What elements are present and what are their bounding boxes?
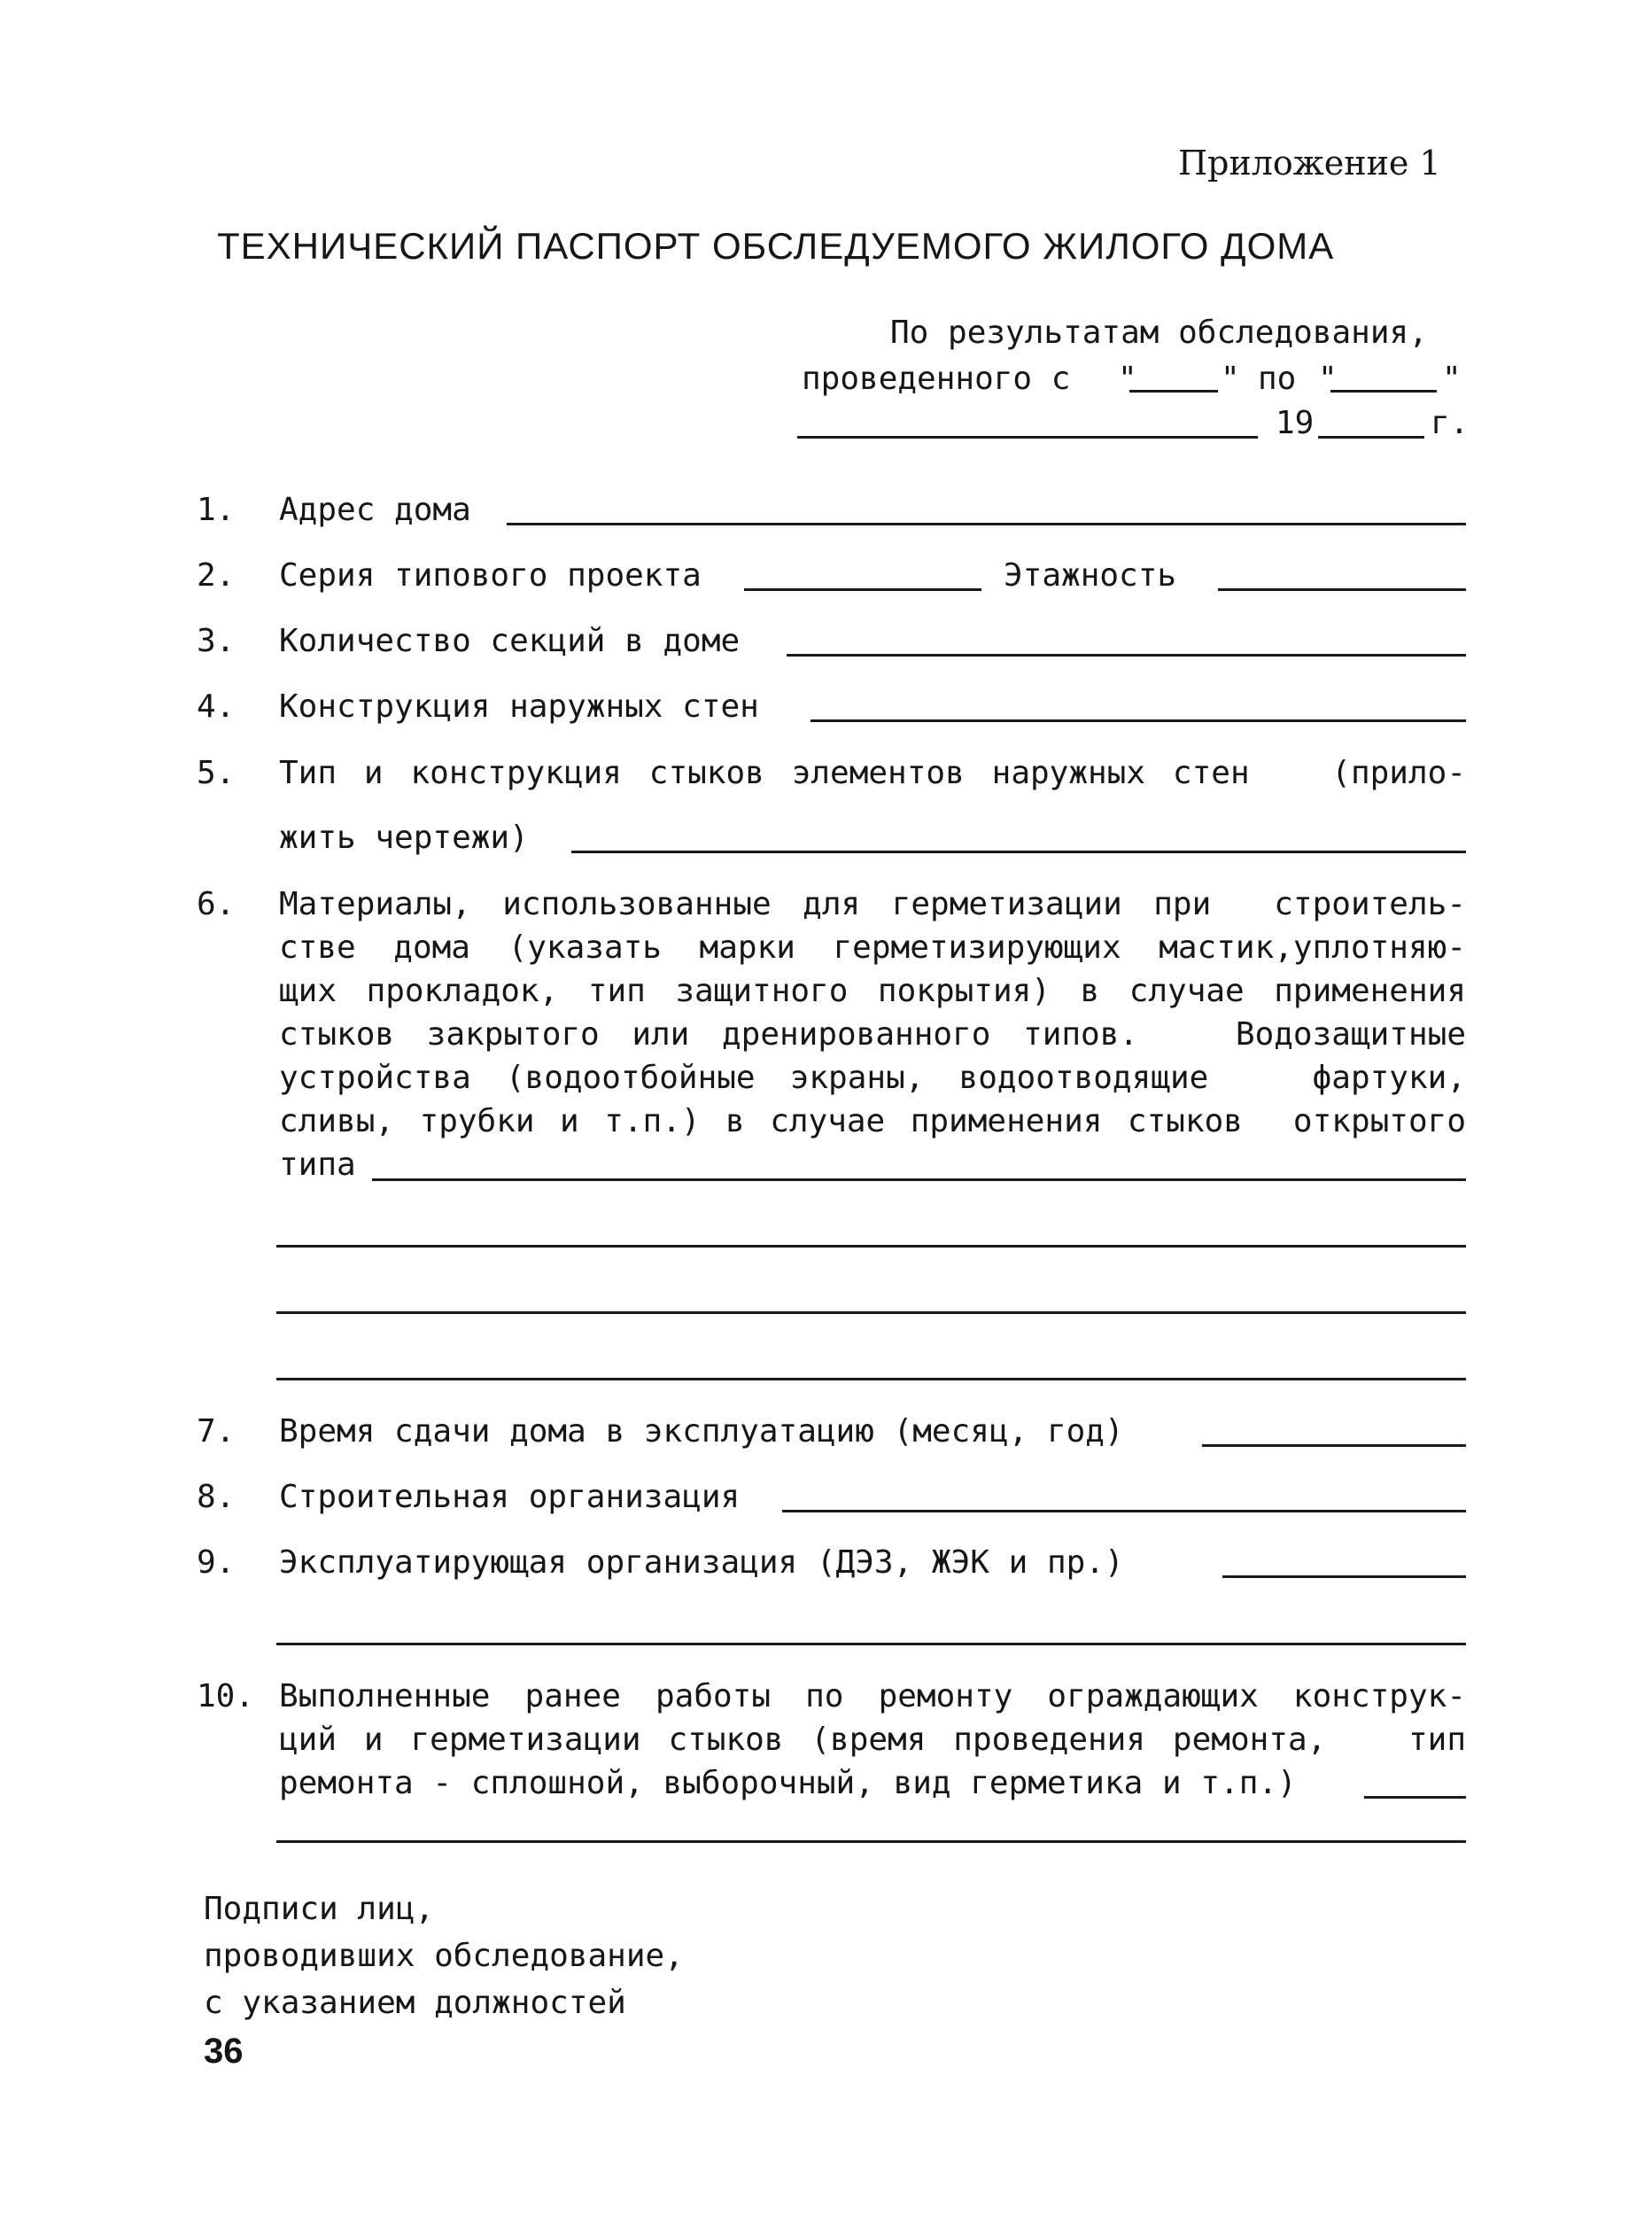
date-to-day-line (1330, 390, 1437, 393)
signature-label-line: с указанием должностей (204, 1985, 626, 2021)
operator-extra-line[interactable] (276, 1643, 1466, 1645)
item-number: 9. (197, 1544, 236, 1581)
project-series-field-line[interactable] (744, 588, 981, 591)
survey-results-label: По результатам обследования, (890, 315, 1428, 351)
item-number: 3. (197, 623, 236, 659)
item-number: 5. (197, 755, 236, 791)
materials-extra-line[interactable] (276, 1378, 1466, 1380)
floors-field-line[interactable] (1218, 588, 1466, 591)
quote-mark: " (1318, 361, 1338, 397)
signature-label-line: проводивших обследование, (204, 1938, 684, 1974)
repairs-text-line: ций и герметизации стыков (время проведения ремонта, тип (279, 1722, 1466, 1758)
item-number: 2. (197, 557, 236, 594)
repairs-field-line[interactable] (1364, 1796, 1466, 1799)
item-label-commissioning: Время сдачи дома в эксплуатацию (месяц, год) (279, 1413, 1124, 1450)
repairs-text-line: ремонта - сплошной, выборочный, вид герметика и т.п.) (279, 1765, 1297, 1801)
appendix-label: Приложение 1 (1178, 144, 1441, 183)
item-label-walls: Конструкция наружных стен (279, 688, 759, 725)
repairs-text-line: Выполненные ранее работы по ремонту ограждающих конструк- (279, 1678, 1466, 1714)
materials-text-line: стве дома (указать марки герметизирующих мастик,уплотняю- (279, 929, 1466, 966)
materials-text-line: щих прокладок, тип защитного покрытия) в случае применения (279, 973, 1466, 1009)
page-title: ТЕХНИЧЕСКИЙ ПАСПОРТ ОБСЛЕДУЕМОГО ЖИЛОГО ДОМА (217, 225, 1335, 267)
year-prefix: 19 (1276, 405, 1315, 441)
materials-extra-line[interactable] (276, 1245, 1466, 1248)
joints-field-line[interactable] (571, 851, 1466, 853)
item-number: 7. (197, 1413, 236, 1450)
materials-text-line: сливы, трубки и т.п.) в случае применения стыков открытого (279, 1103, 1466, 1139)
item-label-drawings: жить чертежи) (279, 820, 529, 856)
signature-label-line: Подписи лиц, (204, 1891, 435, 1927)
item-label-floors: Этажность (1004, 557, 1177, 594)
quote-mark: " (1221, 361, 1240, 397)
operator-field-line[interactable] (1222, 1575, 1466, 1578)
quote-mark: " (1118, 361, 1137, 397)
item-number: 10. (197, 1678, 255, 1714)
item-number: 6. (197, 886, 236, 922)
item-number: 4. (197, 688, 236, 725)
item-label-project-series: Серия типового проекта (279, 557, 702, 594)
address-field-line[interactable] (507, 523, 1466, 525)
materials-text-line: Материалы, использованные для герметизации при строитель- (279, 886, 1466, 922)
quote-mark: " (1442, 361, 1462, 397)
commissioning-field-line[interactable] (1202, 1444, 1466, 1447)
item-label-sections: Количество секций в доме (279, 623, 741, 659)
page-number: 36 (204, 2032, 244, 2071)
materials-text-line: типа (279, 1147, 356, 1183)
sections-field-line[interactable] (787, 654, 1466, 657)
materials-extra-line[interactable] (276, 1311, 1466, 1314)
po-label: по (1258, 361, 1297, 397)
item-label-address: Адрес дома (279, 492, 471, 528)
item-label-joints: Тип и конструкция стыков элементов наружных стен (прило- (279, 755, 1466, 791)
item-label-builder: Строительная организация (279, 1479, 741, 1515)
date-month-line (797, 436, 1258, 439)
item-number: 1. (197, 492, 236, 528)
builder-field-line[interactable] (782, 1510, 1466, 1512)
survey-date-label: проведенного с (802, 361, 1071, 397)
item-number: 8. (197, 1479, 236, 1515)
item-label-operator: Эксплуатирующая организация (ДЭЗ, ЖЭК и пр.) (279, 1544, 1124, 1581)
materials-field-line[interactable] (372, 1178, 1466, 1181)
year-line (1318, 436, 1424, 439)
materials-text-line: устройства (водоотбойные экраны, водоотводящие фартуки, (279, 1060, 1466, 1096)
walls-field-line[interactable] (810, 719, 1466, 722)
materials-text-line: стыков закрытого или дренированного типов. Водозащитные (279, 1016, 1466, 1053)
date-from-day-line (1129, 390, 1218, 393)
repairs-extra-line[interactable] (276, 1840, 1466, 1843)
year-suffix: г. (1431, 405, 1470, 441)
